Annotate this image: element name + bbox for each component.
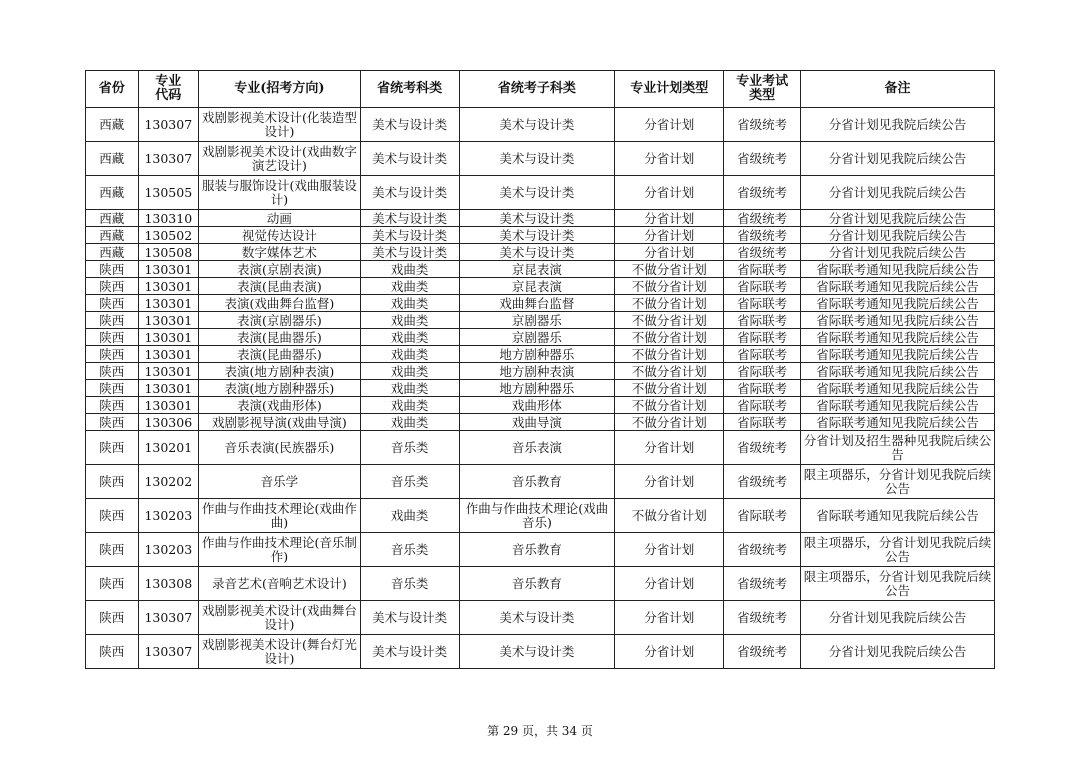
- cell-remarks: 分省计划及招生器种见我院后续公告: [801, 431, 995, 465]
- cell-major-code: 130301: [138, 397, 199, 414]
- cell-major: 表演(昆曲表演): [199, 278, 361, 295]
- cell-exam-subcategory: 美术与设计类: [459, 142, 615, 176]
- cell-exam-subcategory: 音乐教育: [459, 567, 615, 601]
- cell-exam-type: 省际联考: [724, 397, 801, 414]
- cell-exam-category: 戏曲类: [360, 278, 459, 295]
- table-row: [86, 635, 995, 669]
- cell-major-code: 130301: [138, 363, 199, 380]
- cell-plan-type: 不做分省计划: [615, 278, 724, 295]
- table-row: [86, 567, 995, 601]
- cell-exam-subcategory: 京昆表演: [459, 261, 615, 278]
- cell-exam-subcategory: 戏曲导演: [459, 414, 615, 431]
- header-exam-subcategory: 省统考子科类: [459, 71, 615, 108]
- cell-plan-type: 分省计划: [615, 635, 724, 669]
- cell-exam-type: 省级统考: [724, 227, 801, 244]
- cell-major-code: 130301: [138, 261, 199, 278]
- cell-exam-subcategory: 美术与设计类: [459, 227, 615, 244]
- cell-exam-type: 省际联考: [724, 295, 801, 312]
- cell-exam-subcategory: 美术与设计类: [459, 601, 615, 635]
- cell-remarks: 分省计划见我院后续公告: [801, 244, 995, 261]
- cell-major-code: 130202: [138, 465, 199, 499]
- cell-major-code: 130307: [138, 108, 199, 142]
- cell-major: 表演(昆曲器乐): [199, 346, 361, 363]
- cell-exam-subcategory: 音乐教育: [459, 533, 615, 567]
- cell-exam-type: 省际联考: [724, 278, 801, 295]
- cell-major: 表演(昆曲器乐): [199, 329, 361, 346]
- cell-province: 陕西: [86, 601, 139, 635]
- cell-major-code: 130505: [138, 176, 199, 210]
- cell-exam-type: 省际联考: [724, 346, 801, 363]
- cell-exam-type: 省际联考: [724, 499, 801, 533]
- cell-major: 作曲与作曲技术理论(戏曲作曲): [199, 499, 361, 533]
- cell-remarks: 省际联考通知见我院后续公告: [801, 363, 995, 380]
- cell-plan-type: 不做分省计划: [615, 329, 724, 346]
- cell-province: 陕西: [86, 533, 139, 567]
- cell-major-code: 130508: [138, 244, 199, 261]
- cell-major-code: 130301: [138, 295, 199, 312]
- page-footer: 第 29 页，共 34 页: [487, 724, 593, 738]
- cell-province: 陕西: [86, 397, 139, 414]
- cell-exam-subcategory: 地方剧种器乐: [459, 380, 615, 397]
- cell-remarks: 省际联考通知见我院后续公告: [801, 397, 995, 414]
- cell-remarks: 分省计划见我院后续公告: [801, 227, 995, 244]
- cell-remarks: 限主项器乐，分省计划见我院后续公告: [801, 567, 995, 601]
- header-major-code-text: 专业 代码: [155, 74, 182, 103]
- cell-major-code: 130308: [138, 567, 199, 601]
- cell-major: 服装与服饰设计(戏曲服装设计): [199, 176, 361, 210]
- cell-major-code: 130307: [138, 635, 199, 669]
- cell-province: 西藏: [86, 244, 139, 261]
- cell-exam-type: 省级统考: [724, 533, 801, 567]
- cell-plan-type: 分省计划: [615, 227, 724, 244]
- cell-plan-type: 分省计划: [615, 533, 724, 567]
- table-row: [86, 295, 995, 312]
- cell-province: 陕西: [86, 380, 139, 397]
- cell-major-code: 130306: [138, 414, 199, 431]
- cell-exam-subcategory: 音乐表演: [459, 431, 615, 465]
- header-exam-type: [724, 71, 801, 108]
- cell-remarks: 分省计划见我院后续公告: [801, 176, 995, 210]
- cell-plan-type: 不做分省计划: [615, 346, 724, 363]
- cell-plan-type: 不做分省计划: [615, 295, 724, 312]
- cell-major: 动画: [199, 210, 361, 227]
- cell-exam-subcategory: 地方剧种表演: [459, 363, 615, 380]
- table-row: [86, 346, 995, 363]
- cell-exam-category: 音乐类: [360, 431, 459, 465]
- header-exam-type-text: 专业考试 类型: [736, 74, 789, 103]
- cell-province: 陕西: [86, 414, 139, 431]
- table-row: [86, 329, 995, 346]
- cell-major: 音乐表演(民族器乐): [199, 431, 361, 465]
- cell-exam-type: 省际联考: [724, 414, 801, 431]
- admissions-table: [85, 70, 995, 669]
- cell-major-code: 130307: [138, 142, 199, 176]
- cell-plan-type: 不做分省计划: [615, 261, 724, 278]
- cell-major: 戏剧影视美术设计(戏曲舞台设计): [199, 601, 361, 635]
- cell-exam-category: 戏曲类: [360, 261, 459, 278]
- header-remarks: 备注: [801, 71, 995, 108]
- cell-province: 陕西: [86, 567, 139, 601]
- cell-major-code: 130203: [138, 533, 199, 567]
- cell-exam-subcategory: 美术与设计类: [459, 176, 615, 210]
- cell-exam-subcategory: 地方剧种器乐: [459, 346, 615, 363]
- cell-province: 西藏: [86, 210, 139, 227]
- cell-remarks: 分省计划见我院后续公告: [801, 601, 995, 635]
- table-row: [86, 244, 995, 261]
- cell-exam-category: 戏曲类: [360, 499, 459, 533]
- header-plan-type: 专业计划类型: [615, 71, 724, 108]
- cell-major: 戏剧影视美术设计(舞台灯光设计): [199, 635, 361, 669]
- cell-exam-category: 戏曲类: [360, 380, 459, 397]
- cell-province: 陕西: [86, 363, 139, 380]
- cell-exam-type: 省际联考: [724, 261, 801, 278]
- cell-major: 戏剧影视导演(戏曲导演): [199, 414, 361, 431]
- cell-major: 录音艺术(音响艺术设计): [199, 567, 361, 601]
- cell-major: 戏剧影视美术设计(戏曲数字演艺设计): [199, 142, 361, 176]
- cell-plan-type: 分省计划: [615, 210, 724, 227]
- cell-remarks: 省际联考通知见我院后续公告: [801, 261, 995, 278]
- cell-major: 音乐学: [199, 465, 361, 499]
- cell-plan-type: 分省计划: [615, 176, 724, 210]
- cell-exam-type: 省级统考: [724, 176, 801, 210]
- cell-plan-type: 不做分省计划: [615, 380, 724, 397]
- cell-remarks: 省际联考通知见我院后续公告: [801, 380, 995, 397]
- cell-exam-type: 省级统考: [724, 601, 801, 635]
- table-row: [86, 278, 995, 295]
- cell-major-code: 130310: [138, 210, 199, 227]
- cell-plan-type: 分省计划: [615, 244, 724, 261]
- cell-exam-category: 戏曲类: [360, 295, 459, 312]
- header-province: 省份: [86, 71, 139, 108]
- cell-exam-type: 省际联考: [724, 312, 801, 329]
- cell-plan-type: 分省计划: [615, 465, 724, 499]
- cell-exam-subcategory: 京昆表演: [459, 278, 615, 295]
- cell-major: 表演(戏曲舞台监督): [199, 295, 361, 312]
- cell-exam-category: 美术与设计类: [360, 635, 459, 669]
- table-row: [86, 601, 995, 635]
- cell-exam-subcategory: 美术与设计类: [459, 210, 615, 227]
- table-row: [86, 142, 995, 176]
- cell-major-code: 130201: [138, 431, 199, 465]
- cell-major-code: 130301: [138, 329, 199, 346]
- cell-remarks: 分省计划见我院后续公告: [801, 210, 995, 227]
- cell-plan-type: 不做分省计划: [615, 312, 724, 329]
- cell-exam-category: 美术与设计类: [360, 142, 459, 176]
- cell-remarks: 分省计划见我院后续公告: [801, 142, 995, 176]
- cell-plan-type: 分省计划: [615, 567, 724, 601]
- cell-province: 西藏: [86, 176, 139, 210]
- cell-exam-category: 美术与设计类: [360, 108, 459, 142]
- cell-exam-category: 美术与设计类: [360, 227, 459, 244]
- table-row: [86, 261, 995, 278]
- cell-major-code: 130301: [138, 278, 199, 295]
- cell-exam-type: 省级统考: [724, 567, 801, 601]
- cell-plan-type: 不做分省计划: [615, 499, 724, 533]
- table-row: [86, 312, 995, 329]
- cell-exam-category: 戏曲类: [360, 329, 459, 346]
- cell-major: 表演(京剧器乐): [199, 312, 361, 329]
- header-major: 专业(招考方向): [199, 71, 361, 108]
- table-row: [86, 465, 995, 499]
- header-major-code: [138, 71, 199, 108]
- cell-province: 陕西: [86, 329, 139, 346]
- cell-exam-subcategory: 音乐教育: [459, 465, 615, 499]
- header-exam-category: 省统考科类: [360, 71, 459, 108]
- cell-major-code: 130203: [138, 499, 199, 533]
- cell-province: 陕西: [86, 295, 139, 312]
- cell-exam-type: 省级统考: [724, 108, 801, 142]
- cell-remarks: 省际联考通知见我院后续公告: [801, 499, 995, 533]
- cell-plan-type: 不做分省计划: [615, 397, 724, 414]
- cell-remarks: 限主项器乐，分省计划见我院后续公告: [801, 465, 995, 499]
- cell-province: 陕西: [86, 312, 139, 329]
- table-row: [86, 210, 995, 227]
- cell-province: 西藏: [86, 108, 139, 142]
- cell-exam-category: 戏曲类: [360, 312, 459, 329]
- table-row: [86, 499, 995, 533]
- cell-province: 陕西: [86, 278, 139, 295]
- cell-major: 表演(地方剧种器乐): [199, 380, 361, 397]
- cell-exam-type: 省级统考: [724, 244, 801, 261]
- cell-major-code: 130301: [138, 380, 199, 397]
- cell-plan-type: 分省计划: [615, 108, 724, 142]
- cell-exam-subcategory: 戏曲舞台监督: [459, 295, 615, 312]
- cell-remarks: 分省计划见我院后续公告: [801, 108, 995, 142]
- table-row: [86, 533, 995, 567]
- cell-remarks: 省际联考通知见我院后续公告: [801, 346, 995, 363]
- cell-exam-type: 省级统考: [724, 431, 801, 465]
- cell-exam-subcategory: 美术与设计类: [459, 244, 615, 261]
- cell-province: 陕西: [86, 431, 139, 465]
- cell-major: 表演(戏曲形体): [199, 397, 361, 414]
- cell-major: 表演(京剧表演): [199, 261, 361, 278]
- table-row: [86, 108, 995, 142]
- table-row: [86, 363, 995, 380]
- cell-major: 表演(地方剧种表演): [199, 363, 361, 380]
- cell-exam-subcategory: 戏曲形体: [459, 397, 615, 414]
- table-row: [86, 414, 995, 431]
- table-row: [86, 176, 995, 210]
- cell-plan-type: 分省计划: [615, 601, 724, 635]
- table-row: [86, 397, 995, 414]
- cell-major-code: 130502: [138, 227, 199, 244]
- cell-major-code: 130301: [138, 312, 199, 329]
- cell-major-code: 130307: [138, 601, 199, 635]
- cell-exam-type: 省级统考: [724, 465, 801, 499]
- cell-exam-subcategory: 美术与设计类: [459, 635, 615, 669]
- table-row: [86, 431, 995, 465]
- cell-province: 陕西: [86, 499, 139, 533]
- cell-province: 陕西: [86, 261, 139, 278]
- cell-plan-type: 不做分省计划: [615, 363, 724, 380]
- cell-exam-category: 美术与设计类: [360, 601, 459, 635]
- cell-exam-type: 省级统考: [724, 635, 801, 669]
- cell-exam-type: 省际联考: [724, 329, 801, 346]
- cell-remarks: 省际联考通知见我院后续公告: [801, 414, 995, 431]
- table-row: [86, 380, 995, 397]
- cell-exam-category: 美术与设计类: [360, 210, 459, 227]
- cell-province: 西藏: [86, 227, 139, 244]
- cell-major: 视觉传达设计: [199, 227, 361, 244]
- cell-province: 陕西: [86, 346, 139, 363]
- table-header-row: [86, 71, 995, 108]
- cell-province: 西藏: [86, 142, 139, 176]
- cell-remarks: 省际联考通知见我院后续公告: [801, 295, 995, 312]
- cell-plan-type: 分省计划: [615, 431, 724, 465]
- cell-major: 作曲与作曲技术理论(音乐制作): [199, 533, 361, 567]
- cell-remarks: 分省计划见我院后续公告: [801, 635, 995, 669]
- cell-province: 陕西: [86, 465, 139, 499]
- cell-exam-category: 美术与设计类: [360, 176, 459, 210]
- cell-major-code: 130301: [138, 346, 199, 363]
- cell-exam-type: 省级统考: [724, 210, 801, 227]
- cell-exam-subcategory: 京剧器乐: [459, 312, 615, 329]
- cell-exam-type: 省级统考: [724, 142, 801, 176]
- cell-exam-type: 省际联考: [724, 363, 801, 380]
- cell-major: 数字媒体艺术: [199, 244, 361, 261]
- cell-remarks: 限主项器乐，分省计划见我院后续公告: [801, 533, 995, 567]
- cell-major: 戏剧影视美术设计(化装造型设计): [199, 108, 361, 142]
- cell-plan-type: 分省计划: [615, 142, 724, 176]
- cell-exam-category: 美术与设计类: [360, 244, 459, 261]
- cell-exam-category: 音乐类: [360, 465, 459, 499]
- cell-exam-category: 戏曲类: [360, 363, 459, 380]
- cell-exam-category: 戏曲类: [360, 414, 459, 431]
- cell-exam-category: 戏曲类: [360, 397, 459, 414]
- cell-remarks: 省际联考通知见我院后续公告: [801, 312, 995, 329]
- table-row: [86, 227, 995, 244]
- cell-exam-category: 音乐类: [360, 567, 459, 601]
- cell-remarks: 省际联考通知见我院后续公告: [801, 329, 995, 346]
- cell-exam-category: 戏曲类: [360, 346, 459, 363]
- cell-plan-type: 不做分省计划: [615, 414, 724, 431]
- cell-exam-subcategory: 美术与设计类: [459, 108, 615, 142]
- cell-exam-subcategory: 京剧器乐: [459, 329, 615, 346]
- cell-remarks: 省际联考通知见我院后续公告: [801, 278, 995, 295]
- cell-exam-category: 音乐类: [360, 533, 459, 567]
- cell-province: 陕西: [86, 635, 139, 669]
- cell-exam-subcategory: 作曲与作曲技术理论(戏曲音乐): [459, 499, 615, 533]
- cell-exam-type: 省际联考: [724, 380, 801, 397]
